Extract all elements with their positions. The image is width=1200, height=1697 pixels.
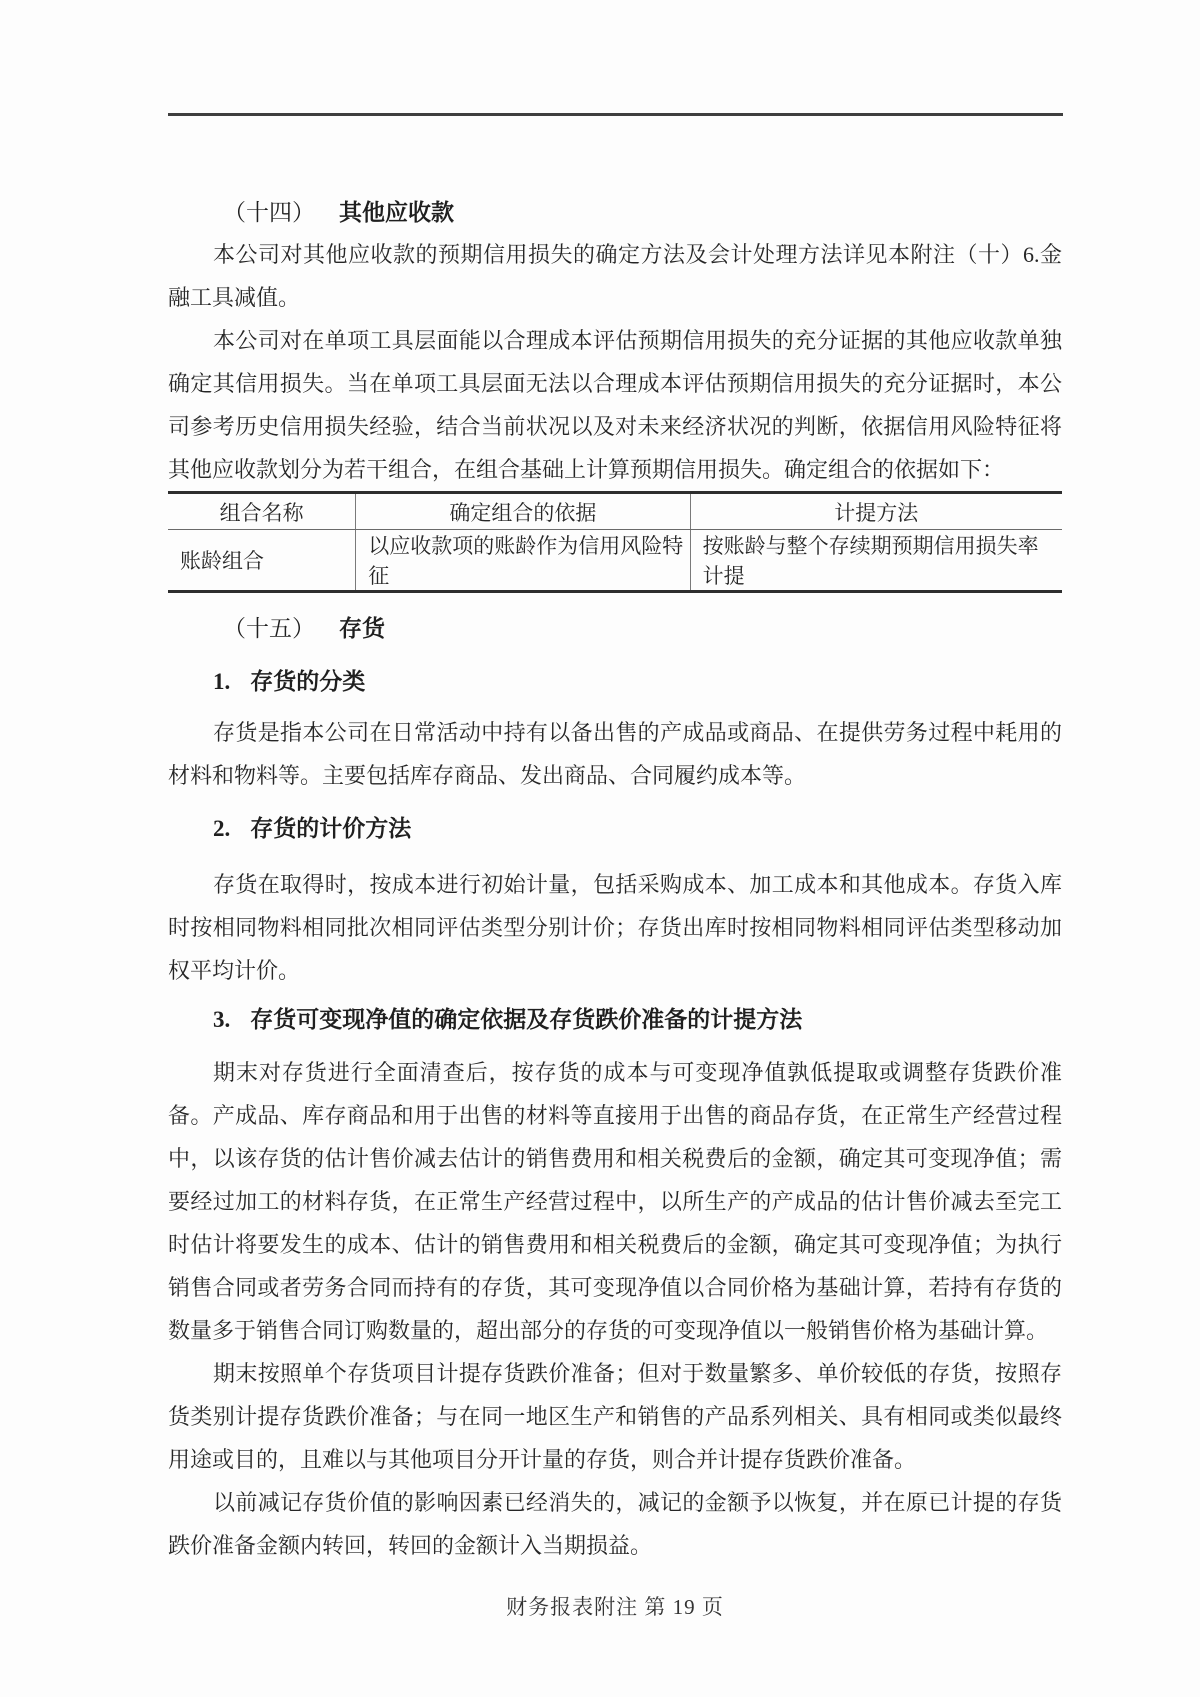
- table-header-group-basis: 确定组合的依据: [356, 493, 690, 530]
- section-14-number: （十四）: [223, 200, 315, 225]
- page-footer: 财务报表附注 第 19 页: [506, 1595, 724, 1619]
- subsection-1-title: 存货的分类: [250, 669, 366, 694]
- table-row: [168, 530, 1062, 592]
- section-14-title: 其他应收款: [339, 200, 454, 225]
- table-cell-group-name: 账龄组合: [180, 549, 264, 573]
- table-cell-provision-method: 按账龄与整个存续期预期信用损失率计提: [690, 530, 1062, 592]
- section-14-paragraph-2: 本公司对在单项工具层面能以合理成本评估预期信用损失的充分证据的其他应收款单独确定其信用损失。当在单项工具层面无法以合理成本评估预期信用损失的充分证据时，本公司参考历史信用损失经验，结合当前状况以及对未来经济状况的判断，依据信用风险特征将其他应收款划分为若干组合，在组合基础上计算预期信用损失。确定组合的依据如下：: [168, 328, 1062, 482]
- subsection-2-heading: [168, 814, 1062, 844]
- table-cell-group-basis: 以应收款项的账龄作为信用风险特征: [356, 530, 690, 592]
- subsection-3-paragraph-2: 期末按照单个存货项目计提存货跌价准备；但对于数量繁多、单价较低的存货，按照存货类别计提存货跌价准备；与在同一地区生产和销售的产品系列相关、具有相同或类似最终用途或目的，且难以与其他项目分开计量的存货，则合并计提存货跌价准备。: [168, 1361, 1062, 1472]
- subsection-3-number: 3.: [213, 1007, 231, 1032]
- subsection-3-title: 存货可变现净值的确定依据及存货跌价准备的计提方法: [250, 1007, 803, 1032]
- subsection-1-paragraph: 存货是指本公司在日常活动中持有以备出售的产成品或商品、在提供劳务过程中耗用的材料和物料等。主要包括库存商品、发出商品、合同履约成本等。: [168, 720, 1062, 788]
- subsection-2-title: 存货的计价方法: [250, 816, 412, 841]
- subsection-1-number: 1.: [213, 669, 231, 694]
- section-15-number: （十五）: [223, 616, 315, 641]
- section-14-paragraph-1: 本公司对其他应收款的预期信用损失的确定方法及会计处理方法详见本附注（十）6.金融工具减值。: [168, 242, 1062, 310]
- section-15-heading: [168, 614, 1062, 644]
- section-14-heading: [168, 198, 1062, 228]
- section-15-title: 存货: [339, 616, 385, 641]
- table-header-group-name: 组合名称: [168, 493, 356, 530]
- subsection-3-paragraph-3: 以前减记存货价值的影响因素已经消失的，减记的金额予以恢复，并在原已计提的存货跌价准备金额内转回，转回的金额计入当期损益。: [168, 1490, 1062, 1558]
- credit-loss-grouping-table: [168, 491, 1062, 593]
- subsection-2-paragraph: 存货在取得时，按成本进行初始计量，包括采购成本、加工成本和其他成本。存货入库时按相同物料相同批次相同评估类型分别计价；存货出库时按相同物料相同评估类型移动加权平均计价。: [168, 872, 1062, 983]
- header-rule: [168, 113, 1063, 116]
- table-header-row: [168, 493, 1062, 530]
- subsection-2-number: 2.: [213, 816, 231, 841]
- subsection-3-heading: [168, 1005, 1062, 1035]
- subsection-3-paragraph-1: 期末对存货进行全面清查后，按存货的成本与可变现净值孰低提取或调整存货跌价准备。产成品、库存商品和用于出售的材料等直接用于出售的商品存货，在正常生产经营过程中，以该存货的估计售价减去估计的销售费用和相关税费后的金额，确定其可变现净值；需要经过加工的材料存货，在正常生产经营过程中，以所生产的产成品的估计售价减去至完工时估计将要发生的成本、估计的销售费用和相关税费后的金额，确定其可变现净值；为执行销售合同或者劳务合同而持有的存货，其可变现净值以合同价格为基础计算，若持有存货的数量多于销售合同订购数量的，超出部分的存货的可变现净值以一般销售价格为基础计算。: [168, 1060, 1062, 1343]
- document-content: [168, 198, 1062, 1621]
- table-header-provision-method: 计提方法: [690, 493, 1062, 530]
- subsection-1-heading: [168, 667, 1062, 697]
